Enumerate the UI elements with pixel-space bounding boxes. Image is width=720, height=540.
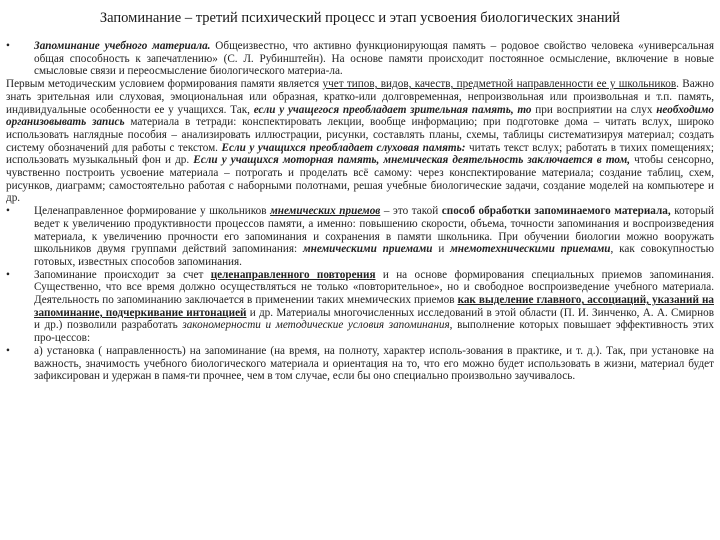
heading-memorization: Запоминание учебного материала. [34, 40, 211, 52]
bullet-item-setup: • а) установка ( направленность) на запоминание (на время, на полноту, характер исполь-зования в практике, и т. д.). Так, при установке на важность, значимость учебного биологического материала и ориентация на то, что его можно будет использовать в жизни, материал будет зафиксирован и удержан в памя-ти прочнее, чем в том случае, если бы оно специально произвольно заучивалось. [6, 344, 714, 383]
emphasis-auditory-memory: Если у учащихся преобладает слуховая память: [221, 141, 466, 154]
emphasis-organize-notes: необходимо организовывать запись [6, 103, 714, 129]
emphasis-regularities: закономерности и методические условия запоминания [182, 319, 450, 332]
bullet-icon: • [6, 344, 10, 357]
bullet-item-repetition: • Запоминание происходит за счет целенаправленного повторения и на основе формирования специальных приемов запоминания. Существенно, что все время должно осуществляться не только «повторительное», но и свободное воспроизведение учебного материала. Деятельность по запоминанию заключается в применении таких мнемических приемов как выделение главного, ассоциаций, указаний на запоминание, подчеркивание интонацией и др. Материалы многочисленных исследований в этой области (П. И. Зинченко, А. А. Смирнов и др.) позволили разработать закономерности и методические условия запоминания, выполнение которых повышает эффективность этих про-цессов: [6, 268, 714, 345]
page-title: Запоминание – третий психический процесс и этап усвоения биологических знаний [99, 10, 621, 26]
bullet-icon: • [6, 205, 10, 218]
bullet-item-memorization: • Запоминание учебного материала. Общеизвестно, что активно функционирующая память – родовое свойство человека «универсальная общая способность к запечатлению» (С. Л. Рубинштейн). На основе памяти происходит постоянное осмысление, включение в новые смысловые связи и переосмысление биологического материа-ла. [6, 40, 714, 78]
bullet-item-mnemonic-techniques: • Целенаправленное формирование у школьников мнемических приемов – это такой способ обработки запоминаемого материала, который ведет к увеличению продуктивности процессов памяти, а именно: повышению скорости, объема, точности запоминания и воспроизведения материала, к увеличению прочности его запоминания и сохранения в памяти школьника. При обучении биологии можно вооружать школьников двумя группами действий запоминания: мнемическими приемами и мнемотехническими приемами, как совокупностью готовых, известных способов запоминания. [6, 205, 714, 268]
bullet-icon: • [6, 268, 10, 281]
bullet-icon: • [6, 40, 10, 52]
emphasis-visual-memory: если у учащегося преобладает зрительная память, то [253, 103, 532, 116]
document-body [6, 40, 714, 383]
emphasis-motor-memory: Если у учащихся моторная память, мнемическая деятельность заключается в том, [193, 154, 631, 167]
emphasis-mnemonic-techniques: мнемических приемов [270, 205, 381, 218]
underlined-memory-types: учет типов, видов, качеств, предметной направленности ее у школьников [322, 78, 677, 91]
paragraph-methodical-condition: Первым методическим условием формирования памяти является учет типов, видов, качеств, предметной направленности ее у школьников. Важно знать зрительная или слуховая, эмоциональная или образная, кратко-или долговременная, непроизвольная или произвольная и т.п. память, индивидуальные особенности ее у учащихся. Так, если у учащегося преобладает зрительная память, то при восприятии на слух необходимо организовывать запись материала в тетради: конспектировать лекции, вообще информацию; при подготовке дома – читать вслух, широко использовать наглядные пособия – анализировать иллюстрации, рисунки, составлять планы, схемы, таблицы систематизируя материал; создать систему обозначений для работы с текстом. Если у учащихся преобладает слуховая память: читать текст вслух; работать в тихих помещениях; использовать музыкальный фон и др. Если у учащихся моторная память, мнемическая деятельность заключается в том, чтобы сенсорно, чувственно построить усвоение материала – потрогать и проделать всё самому: через конспектирование материала; создание таблиц, схем, рисунков, диаграмм; самостоятельно работая с наборными полотнами, решая учебные биологические задачи, создание моделей на компьютере и др. [6, 78, 714, 205]
emphasis-main-techniques: как выделение главного, ассоциаций, указаний на запоминание, подчеркивание интонацией [34, 294, 714, 319]
emphasis-targeted-repetition: целенаправленного повторения [210, 268, 376, 281]
emphasis-processing-method: способ обработки запоминаемого материала, [441, 205, 671, 218]
